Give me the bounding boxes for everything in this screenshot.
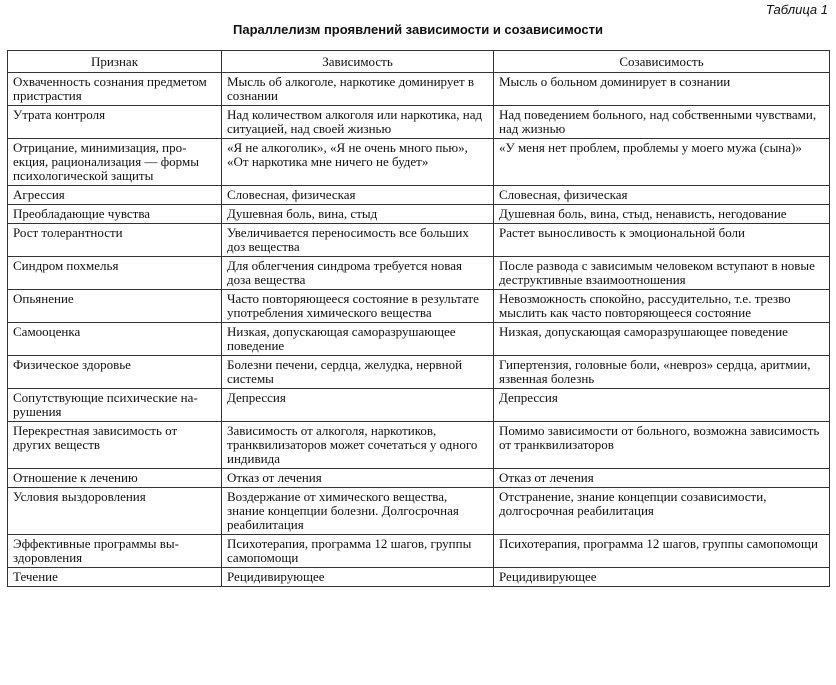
cell-sign: Синдром похмелья: [8, 257, 222, 290]
cell-codependence: Отстранение, знание концепции созависимости, долгосрочная реабилитация: [494, 488, 830, 535]
header-codependence: Созависимость: [494, 51, 830, 73]
table-number: Таблица 1: [765, 2, 828, 17]
cell-dependence: Отказ от лечения: [222, 469, 494, 488]
header-sign: Признак: [8, 51, 222, 73]
header-dependence: Зависимость: [222, 51, 494, 73]
table-row: [8, 356, 830, 389]
cell-codependence: Невозможность спокойно, рассудительно, т.е. трезво мыслить как часто повторяющееся состояние: [494, 290, 830, 323]
cell-sign: Рост толерантности: [8, 224, 222, 257]
table-row: [8, 257, 830, 290]
table-row: [8, 205, 830, 224]
cell-sign: Агрессия: [8, 186, 222, 205]
cell-sign: Течение: [8, 568, 222, 587]
cell-dependence: Болезни печени, сердца, желудка, нервной системы: [222, 356, 494, 389]
cell-sign: Самооценка: [8, 323, 222, 356]
cell-sign: Условия выздоровления: [8, 488, 222, 535]
table-row: [8, 469, 830, 488]
table-row: [8, 224, 830, 257]
cell-dependence: Низкая, допускающая саморазрушающее поведение: [222, 323, 494, 356]
cell-codependence: Помимо зависимости от больного, возможна зависимость от транквилизаторов: [494, 422, 830, 469]
table-row: [8, 73, 830, 106]
cell-sign: Преобладающие чувства: [8, 205, 222, 224]
cell-dependence: Душевная боль, вина, стыд: [222, 205, 494, 224]
cell-dependence: Мысль об алкоголе, наркотике доминирует в сознании: [222, 73, 494, 106]
cell-codependence: Словесная, физическая: [494, 186, 830, 205]
cell-codependence: Психотерапия, программа 12 шагов, группы самопомощи: [494, 535, 830, 568]
table-row: [8, 106, 830, 139]
cell-codependence: «У меня нет проблем, проблемы у моего мужа (сына)»: [494, 139, 830, 186]
cell-dependence: Воздержание от химического вещества, знание концепции болезни. Долгосрочная реабилитация: [222, 488, 494, 535]
cell-codependence: Рецидивирующее: [494, 568, 830, 587]
cell-dependence: Депрессия: [222, 389, 494, 422]
cell-dependence: «Я не алкоголик», «Я не очень много пью», «От наркотика мне ничего не будет»: [222, 139, 494, 186]
table-body: [8, 73, 830, 587]
cell-dependence: Рецидивирующее: [222, 568, 494, 587]
cell-sign: Эффективные программы выздоровления: [8, 535, 222, 568]
cell-sign: Опьянение: [8, 290, 222, 323]
cell-sign: Утрата контроля: [8, 106, 222, 139]
cell-sign: Сопутствующие психические нарушения: [8, 389, 222, 422]
table-row: [8, 139, 830, 186]
cell-dependence: Над количеством алкоголя или наркотика, над ситуацией, над своей жизнью: [222, 106, 494, 139]
cell-codependence: Гипертензия, головные боли, «невроз» сердца, аритмии, язвенная болезнь: [494, 356, 830, 389]
cell-codependence: Отказ от лечения: [494, 469, 830, 488]
table-row: [8, 568, 830, 587]
cell-sign: Охваченность сознания предметом пристрастия: [8, 73, 222, 106]
cell-dependence: Увеличивается переносимость все больших доз вещества: [222, 224, 494, 257]
cell-sign: Отношение к лечению: [8, 469, 222, 488]
table-header-row: [8, 51, 830, 73]
cell-codependence: Растет выносливость к эмоциональной боли: [494, 224, 830, 257]
cell-codependence: Душевная боль, вина, стыд, ненависть, негодование: [494, 205, 830, 224]
table-title: Параллелизм проявлений зависимости и созависимости: [233, 22, 603, 37]
cell-dependence: Психотерапия, программа 12 шагов, группы самопомощи: [222, 535, 494, 568]
table-row: [8, 290, 830, 323]
table-row: [8, 389, 830, 422]
cell-sign: Физическое здоровье: [8, 356, 222, 389]
table-row: [8, 535, 830, 568]
cell-dependence: Зависимость от алкоголя, наркотиков, транквилизаторов может сочетаться у одного индивида: [222, 422, 494, 469]
table-row: [8, 323, 830, 356]
cell-codependence: После развода с зависимым человеком вступают в новые деструктивные взаимоотношения: [494, 257, 830, 290]
comparison-table: [7, 50, 830, 587]
cell-sign: Перекрестная зависимость от других веществ: [8, 422, 222, 469]
cell-codependence: Мысль о больном доминирует в сознании: [494, 73, 830, 106]
cell-sign: Отрицание, минимизация, проекция, рационализация — формы психологической защиты: [8, 139, 222, 186]
cell-codependence: Над поведением больного, над собственными чувствами, над жизнью: [494, 106, 830, 139]
table-row: [8, 422, 830, 469]
table-row: [8, 488, 830, 535]
table-row: [8, 186, 830, 205]
cell-codependence: Низкая, допускающая саморазрушающее поведение: [494, 323, 830, 356]
cell-dependence: Часто повторяющееся состояние в результате употребления химического вещества: [222, 290, 494, 323]
cell-codependence: Депрессия: [494, 389, 830, 422]
cell-dependence: Для облегчения синдрома требуется новая доза вещества: [222, 257, 494, 290]
cell-dependence: Словесная, физическая: [222, 186, 494, 205]
